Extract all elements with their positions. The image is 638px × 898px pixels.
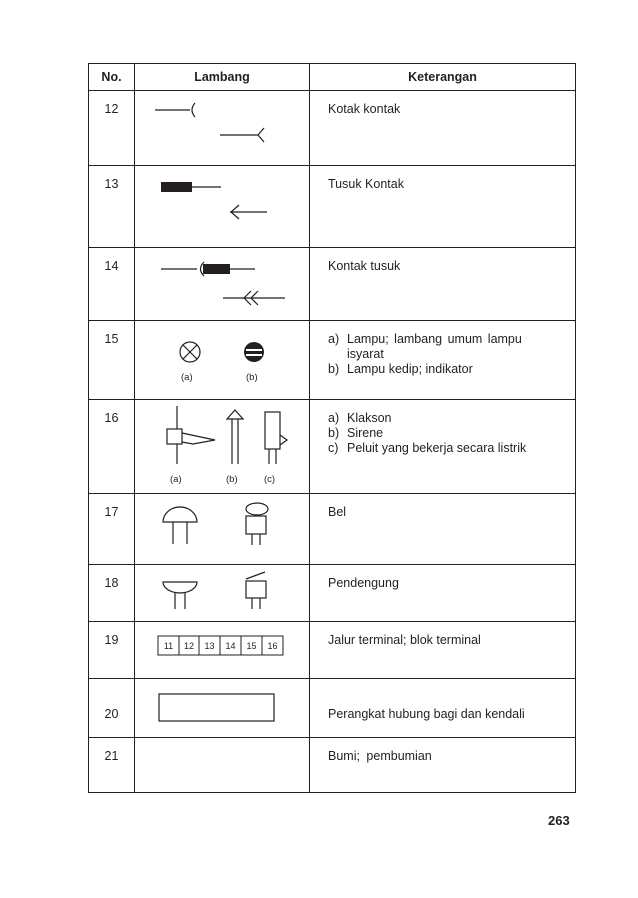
table-header-row: [89, 64, 576, 91]
plug-socket-icon: [135, 248, 310, 320]
socket-outlet-icon: [135, 91, 310, 165]
item-marker: a): [328, 332, 340, 346]
buzzer-alt-icon: [246, 572, 266, 609]
table-row-17: [89, 494, 576, 565]
signal-lamp-icon: [180, 342, 200, 362]
table-row-16: [89, 400, 576, 494]
bell-symbols: [135, 494, 310, 565]
distribution-panel-symbol: [135, 679, 310, 738]
row-number: 21: [89, 738, 135, 793]
page-number: 263: [548, 813, 570, 828]
horn-siren-whistle-icons: [135, 400, 310, 493]
description-list: [328, 411, 561, 456]
symbol-label-b: (b): [246, 372, 258, 383]
bell-icon: [163, 507, 197, 544]
item-marker: b): [328, 362, 340, 376]
item-text: Lampu; lambang umum lampu isyarat: [347, 332, 522, 361]
table-row-12: [89, 91, 576, 166]
item-marker: c): [328, 441, 339, 455]
terminal-label: 15: [246, 641, 257, 651]
row-description: Kotak kontak: [310, 91, 576, 166]
header-no: No.: [89, 64, 135, 91]
table-row-18: [89, 565, 576, 622]
symbol-label-a: (a): [170, 474, 182, 485]
row-description: Bel: [310, 494, 576, 565]
item-text: Klakson: [347, 411, 392, 425]
row-description: [310, 321, 576, 400]
row-number: 20: [89, 679, 135, 738]
row-description: Jalur terminal; blok terminal: [310, 622, 576, 679]
row-number: 14: [89, 248, 135, 321]
flashing-lamp-icon: [244, 342, 264, 362]
item-text: Peluit yang bekerja secara listrik: [347, 441, 527, 455]
item-text: Sirene: [347, 426, 384, 440]
table-row-14: [89, 248, 576, 321]
symbol-table: [88, 63, 576, 793]
symbol-label-a: (a): [181, 372, 193, 383]
description-item: [328, 441, 561, 456]
description-list: [328, 332, 561, 377]
terminal-strip-icon: [135, 622, 310, 678]
terminal-strip-symbol: [135, 622, 310, 679]
socket-outlet-symbol: [135, 91, 310, 166]
table-row-13: [89, 166, 576, 248]
row-number: 18: [89, 565, 135, 622]
description-item: [328, 332, 561, 362]
plug-symbol: [135, 166, 310, 248]
horn-icon: [167, 406, 215, 464]
table-row-21: [89, 738, 576, 793]
header-symbol: Lambang: [135, 64, 310, 91]
row-description: Kontak tusuk: [310, 248, 576, 321]
terminal-label: 14: [225, 641, 236, 651]
description-item: [328, 426, 561, 441]
description-item: [328, 411, 561, 426]
whistle-icon: [265, 412, 287, 464]
buzzer-symbols: [135, 565, 310, 622]
bell-icons: [135, 494, 310, 564]
distribution-panel-icon: [135, 679, 310, 737]
row-description: Pendengung: [310, 565, 576, 622]
item-marker: b): [328, 426, 340, 440]
table-row-20: [89, 679, 576, 738]
table-row-19: [89, 622, 576, 679]
item-marker: a): [328, 411, 340, 425]
row-number: 15: [89, 321, 135, 400]
lamp-icons: [135, 321, 310, 399]
lamp-symbols: [135, 321, 310, 400]
terminal-label: 13: [204, 641, 215, 651]
row-number: 12: [89, 91, 135, 166]
row-number: 16: [89, 400, 135, 494]
terminal-label: 12: [183, 641, 195, 651]
row-description: Tusuk Kontak: [310, 166, 576, 248]
plug-icon: [135, 166, 310, 247]
terminal-label: 16: [267, 641, 278, 651]
bell-alt-icon: [246, 503, 268, 545]
symbol-label-b: (b): [226, 474, 238, 485]
terminal-label: 11: [163, 641, 174, 651]
symbol-label-c: (c): [264, 474, 276, 485]
description-item: [328, 362, 561, 377]
row-number: 19: [89, 622, 135, 679]
row-number: 17: [89, 494, 135, 565]
row-description: Bumi; pembumian: [310, 738, 576, 793]
table-row-15: [89, 321, 576, 400]
header-description: Keterangan: [310, 64, 576, 91]
row-number: 13: [89, 166, 135, 248]
horn-siren-whistle-symbols: [135, 400, 310, 494]
row-description: [310, 400, 576, 494]
buzzer-icon: [163, 582, 197, 609]
item-text: Lampu kedip; indikator: [347, 362, 473, 376]
siren-icon: [227, 410, 243, 464]
buzzer-icons: [135, 565, 310, 621]
plug-socket-symbol: [135, 248, 310, 321]
ground-symbol: [135, 738, 310, 793]
row-description: Perangkat hubung bagi dan kendali: [310, 679, 576, 738]
